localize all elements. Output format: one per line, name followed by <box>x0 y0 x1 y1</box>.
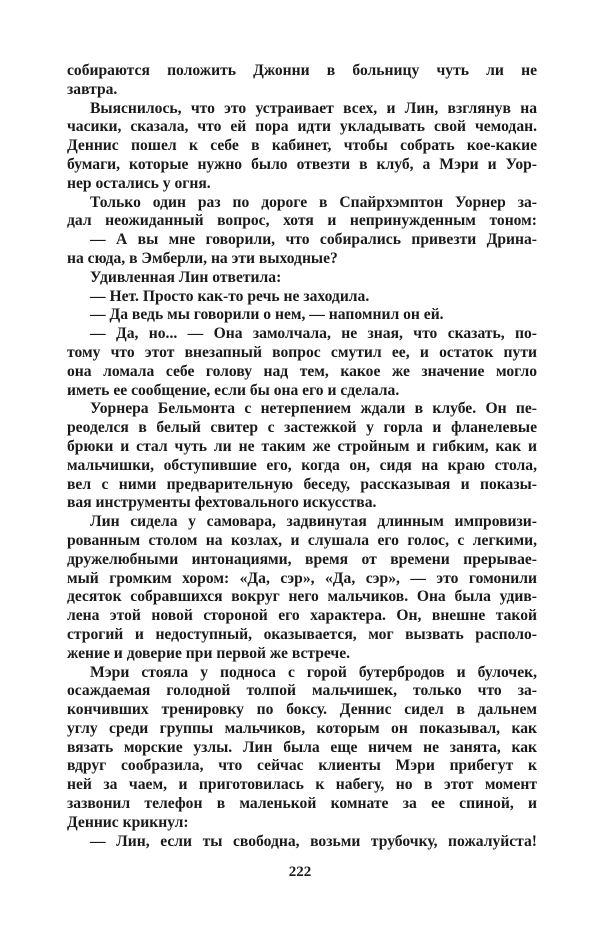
text-line: — Да, но... — Она замолчала, не зная, что сказать, по- <box>90 325 537 343</box>
text-line: на сюда, в Эмберли, на эти выходные? <box>67 249 338 267</box>
text-line: мый громким хором: «Да, сэр», «Да, сэр», — это гомонили <box>67 569 537 587</box>
text-line: собираются положить Джонни в больницу чуть ли не <box>67 62 537 79</box>
text-line: рованным столом на козлах, и слушала его голос, с легкими, <box>67 531 537 549</box>
text-line: строгий и недоступный, оказывается, мог вызвать располо- <box>67 625 537 643</box>
text-line: завтра. <box>67 80 118 98</box>
text-line: она ломала себе голову над тем, какое же значение могло <box>67 362 537 380</box>
text-line: Деннис пошел к себе в кабинет, чтобы собрать кое-какие <box>67 137 537 155</box>
text-line: жение и доверие при первой же встрече. <box>67 644 351 662</box>
text-line: нер остались у огня. <box>67 174 211 192</box>
text-line: — Лин, если ты свободна, возьми трубочку, пожалуйста! <box>90 832 537 850</box>
text-line: — Нет. Просто как-то речь не заходила. <box>90 287 370 305</box>
text-line: иметь ее сообщение, если бы она его и сделала. <box>67 381 400 399</box>
text-line: десяток собравшихся вокруг него мальчиков. Она была удив- <box>67 588 537 606</box>
text-line: Только один раз по дороге в Спайрхэмптон Уорнер за- <box>90 193 537 211</box>
text-line: вел с ними предварительную беседу, рассказывая и показы- <box>67 475 537 493</box>
body-text <box>67 62 537 851</box>
text-line: брюки и стал чуть ли не таким же стройным и гибким, как и <box>67 437 537 455</box>
text-line: кончивших тренировку по боксу. Деннис сидел в дальнем <box>67 701 537 719</box>
text-line: бумаги, которые нужно было отвезти в клуб, а Мэри и Уор- <box>67 155 537 173</box>
text-line: — А вы мне говорили, что собирались привезти Дрина- <box>90 231 537 249</box>
text-line: реоделся в белый свитер с застежкой у горла и фланелевые <box>67 419 537 437</box>
text-line: Удивленная Лин ответила: <box>90 268 282 286</box>
text-line: дружелюбными интонациями, время от времени прерывае- <box>67 550 537 568</box>
text-line: вая инструменты фехтовального искусства. <box>67 494 377 512</box>
text-line: мальчишки, обступившие его, когда он, сидя на краю стола, <box>67 456 537 474</box>
text-line: ней за чаем, и приготовилась к набегу, но в этот момент <box>67 776 537 794</box>
text-line: часики, сказала, что ей пора идти укладывать свой чемодан. <box>67 118 537 136</box>
text-line: осаждаемая голодной толпой мальчишек, только что за- <box>67 682 537 700</box>
text-line: Выяснилось, что это устраивает всех, и Лин, взглянув на <box>90 99 537 117</box>
text-line: зазвонил телефон в маленькой комнате за ее спиной, и <box>67 795 537 813</box>
text-line: тому что этот внезапный вопрос смутил ее, и остаток пути <box>67 343 537 361</box>
text-line: Мэри стояла у подноса с горой бутербродов и булочек, <box>90 663 537 681</box>
text-line: вязать морские узлы. Лин была еще ничем не занята, как <box>67 738 537 756</box>
text-line: дал неожиданный вопрос, хотя и непринужденным тоном: <box>67 212 537 230</box>
text-line: лена этой новой стороной его характера. Он, внешне такой <box>67 607 537 625</box>
text-line: углу среди группы мальчиков, которым он показывал, как <box>67 719 537 737</box>
text-line: — Да ведь мы говорили о нем, — напомнил он ей. <box>90 306 444 324</box>
page-number: 222 <box>288 864 312 880</box>
text-line: Лин сидела у самовара, задвинутая длинным импровизи- <box>90 513 537 531</box>
text-line: Уорнера Бельмонта с нетерпением ждали в клубе. Он пе- <box>90 400 537 418</box>
text-line: вдруг сообразила, что сейчас клиенты Мэри прибегут к <box>67 757 537 775</box>
text-line: Деннис крикнул: <box>67 813 189 831</box>
